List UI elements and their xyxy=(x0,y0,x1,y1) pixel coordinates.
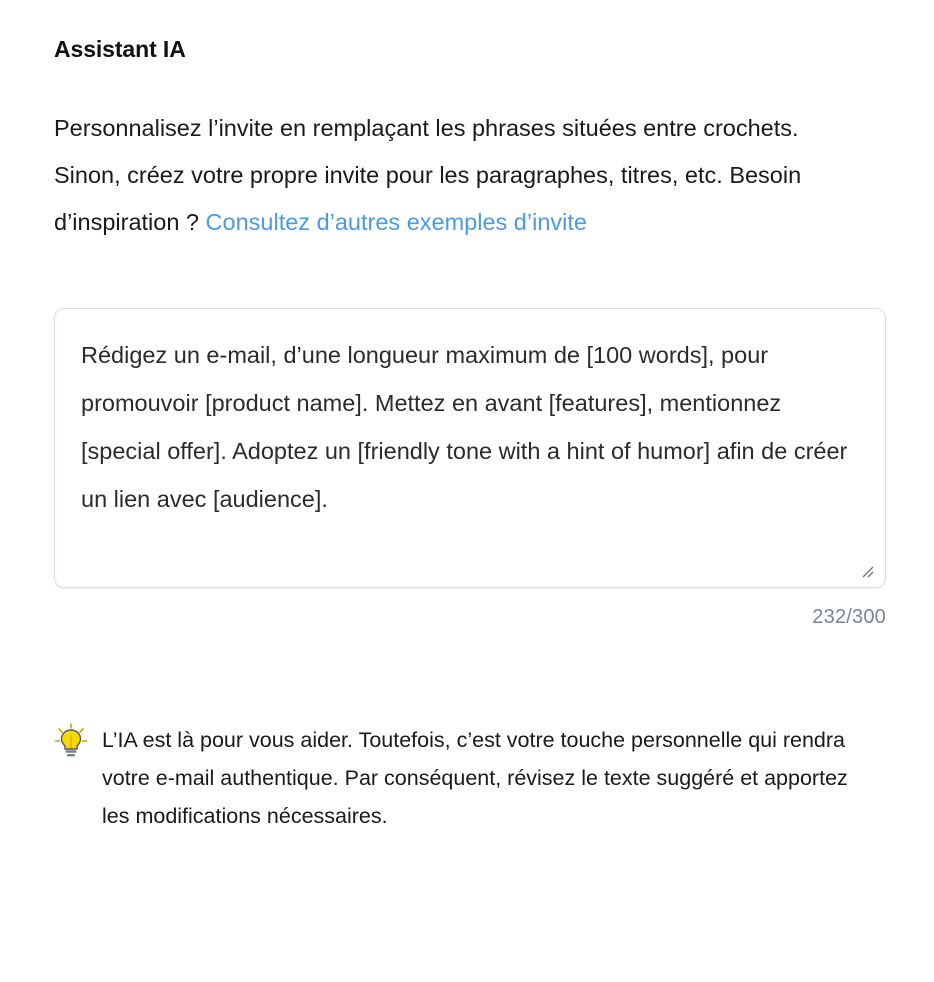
intro-paragraph xyxy=(54,105,854,246)
prompt-textarea[interactable] xyxy=(54,308,886,588)
character-counter: 232/300 xyxy=(812,606,886,628)
ai-disclaimer-note xyxy=(54,721,880,835)
intro-text: Personnalisez l’invite en remplaçant les phrases situées entre crochets. Sinon, créez votre propre invite pour les paragraphes, titres, etc. Besoin d’inspiration ? xyxy=(54,115,802,235)
prompt-examples-link[interactable]: Consultez d’autres exemples d’invite xyxy=(205,209,587,235)
prompt-text-value[interactable]: Rédigez un e-mail, d’une longueur maximum de [100 words], pour promouvoir [product name]. Mettez en avant [features], mentionnez [special offer]. Adoptez un [friendly tone with a hint of humor] afin de créer un lien avec [audience]. xyxy=(81,342,854,512)
lightbulb-icon xyxy=(54,723,88,761)
prompt-area xyxy=(54,308,886,629)
disclaimer-text: L’IA est là pour vous aider. Toutefois, c’est votre touche personnelle qui rendra votre e-mail authentique. Par conséquent, révisez le texte suggéré et apportez les modifications nécessaires. xyxy=(102,728,848,828)
page-title: Assistant IA xyxy=(54,36,186,62)
resize-grip-icon[interactable] xyxy=(860,564,876,580)
